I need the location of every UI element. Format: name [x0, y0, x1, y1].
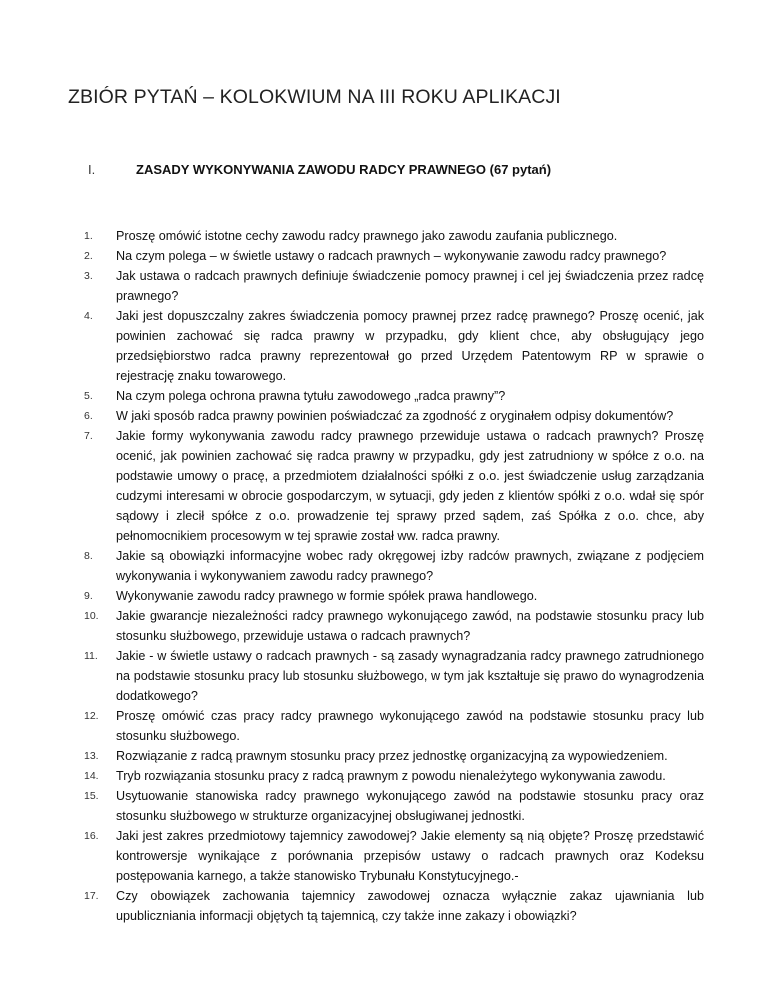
question-number: 16. — [84, 830, 99, 842]
question-number: 6. — [84, 410, 93, 422]
question-number: 15. — [84, 790, 99, 802]
question-item — [84, 306, 704, 386]
question-text: W jaki sposób radca prawny powinien poświadczać za zgodność z oryginałem odpisy dokumentów? — [116, 409, 674, 423]
question-text: Usytuowanie stanowiska radcy prawnego wykonującego zawód na podstawie stosunku pracy oraz stosunku służbowego w strukturze organizacyjnej obsługiwanej jednostki. — [116, 789, 704, 823]
question-item — [84, 706, 704, 746]
question-number: 3. — [84, 270, 93, 282]
question-item — [84, 886, 704, 926]
question-number: 5. — [84, 390, 93, 402]
question-item — [84, 746, 704, 766]
question-item — [84, 246, 704, 266]
question-number: 4. — [84, 310, 93, 322]
question-number: 7. — [84, 430, 93, 442]
question-text: Jak ustawa o radcach prawnych definiuje świadczenie pomocy prawnej i cel jej świadczenia przez radcę prawnego? — [116, 269, 704, 303]
question-item — [84, 766, 704, 786]
question-text: Na czym polega ochrona prawna tytułu zawodowego „radca prawny”? — [116, 389, 506, 403]
question-item — [84, 266, 704, 306]
question-text: Jakie - w świetle ustawy o radcach prawnych - są zasady wynagradzania radcy prawnego zatrudnionego na podstawie stosunku pracy lub stosunku służbowego, w tym jak kształtuje się prawo do wynagrodzenia dodatkowego? — [116, 649, 704, 703]
question-text: Jaki jest zakres przedmiotowy tajemnicy zawodowej? Jakie elementy są nią objęte? Proszę przedstawić kontrowersje wynikające z porównania przepisów ustawy o radcach prawnych oraz Kodeksu postępowania karnego, a także stanowisko Trybunału Konstytucyjnego.- — [116, 829, 704, 883]
question-item — [84, 786, 704, 826]
question-text: Na czym polega – w świetle ustawy o radcach prawnych – wykonywanie zawodu radcy prawnego? — [116, 249, 667, 263]
question-list — [84, 226, 704, 926]
question-text: Proszę omówić istotne cechy zawodu radcy prawnego jako zawodu zaufania publicznego. — [116, 229, 618, 243]
question-number: 12. — [84, 710, 99, 722]
question-text: Jakie formy wykonywania zawodu radcy prawnego przewiduje ustawa o radcach prawnych? Proszę ocenić, jak powinien zachować się radca prawny w przypadku, gdy jest zatrudniony w spółce z o.o. na podstawie umowy o pracę, a przedmiotem działalności spółki z o.o. jest świadczenie usług zarządzania cudzymi interesami w obrocie gospodarczym, w sytuacji, gdy jeden z klientów spółki z o.o. wdał się spór sądowy i zlecił spółce z o.o. prowadzenie tej sprawy przed sądem, zaś Spółka z o.o. chce, aby pełnomocnikiem procesowym w tej sprawie został ww. radca prawny. — [116, 429, 704, 543]
question-number: 10. — [84, 610, 99, 622]
question-number: 17. — [84, 890, 99, 902]
question-text: Jaki jest dopuszczalny zakres świadczenia pomocy prawnej przez radcę prawnego? Proszę ocenić, jak powinien zachować się radca prawny w przypadku, gdy klient chce, aby obsługujący jego przedsiębiorstwo radca prawny reprezentował go przed Urzędem Patentowym RP w sprawie o rejestrację znaku towarowego. — [116, 309, 704, 383]
document-title: ZBIÓR PYTAŃ – KOLOKWIUM NA III ROKU APLIKACJI — [68, 86, 561, 108]
question-text: Jakie gwarancje niezależności radcy prawnego wykonującego zawód, na podstawie stosunku pracy lub stosunku służbowego, przewiduje ustawa o radcach prawnych? — [116, 609, 704, 643]
question-number: 8. — [84, 550, 93, 562]
question-item — [84, 426, 704, 546]
question-number: 1. — [84, 230, 93, 242]
section-title: ZASADY WYKONYWANIA ZAWODU RADCY PRAWNEGO (67 pytań) — [136, 162, 552, 177]
question-text: Wykonywanie zawodu radcy prawnego w formie spółek prawa handlowego. — [116, 589, 538, 603]
question-text: Jakie są obowiązki informacyjne wobec rady okręgowej izby radców prawnych, związane z podjęciem wykonywania i wykonywaniem zawodu radcy prawnego? — [116, 549, 704, 583]
question-number: 9. — [84, 590, 93, 602]
question-text: Proszę omówić czas pracy radcy prawnego wykonującego zawód na podstawie stosunku pracy lub stosunku służbowego. — [116, 709, 704, 743]
question-item — [84, 546, 704, 586]
question-number: 13. — [84, 750, 99, 762]
question-item — [84, 826, 704, 886]
question-item — [84, 226, 704, 246]
question-number: 2. — [84, 250, 93, 262]
section-numeral: I. — [88, 162, 96, 177]
question-text: Tryb rozwiązania stosunku pracy z radcą prawnym z powodu nienależytego wykonywania zawodu. — [116, 769, 666, 783]
question-item — [84, 406, 704, 426]
question-item — [84, 606, 704, 646]
question-text: Rozwiązanie z radcą prawnym stosunku pracy przez jednostkę organizacyjną za wypowiedzeniem. — [116, 749, 668, 763]
question-number: 14. — [84, 770, 99, 782]
question-item — [84, 586, 704, 606]
question-text: Czy obowiązek zachowania tajemnicy zawodowej oznacza wyłącznie zakaz ujawniania lub upubliczniania informacji objętych tą tajemnicą, czy także inne zakazy i obowiązki? — [116, 889, 704, 923]
question-item — [84, 386, 704, 406]
question-item — [84, 646, 704, 706]
question-number: 11. — [84, 650, 98, 662]
